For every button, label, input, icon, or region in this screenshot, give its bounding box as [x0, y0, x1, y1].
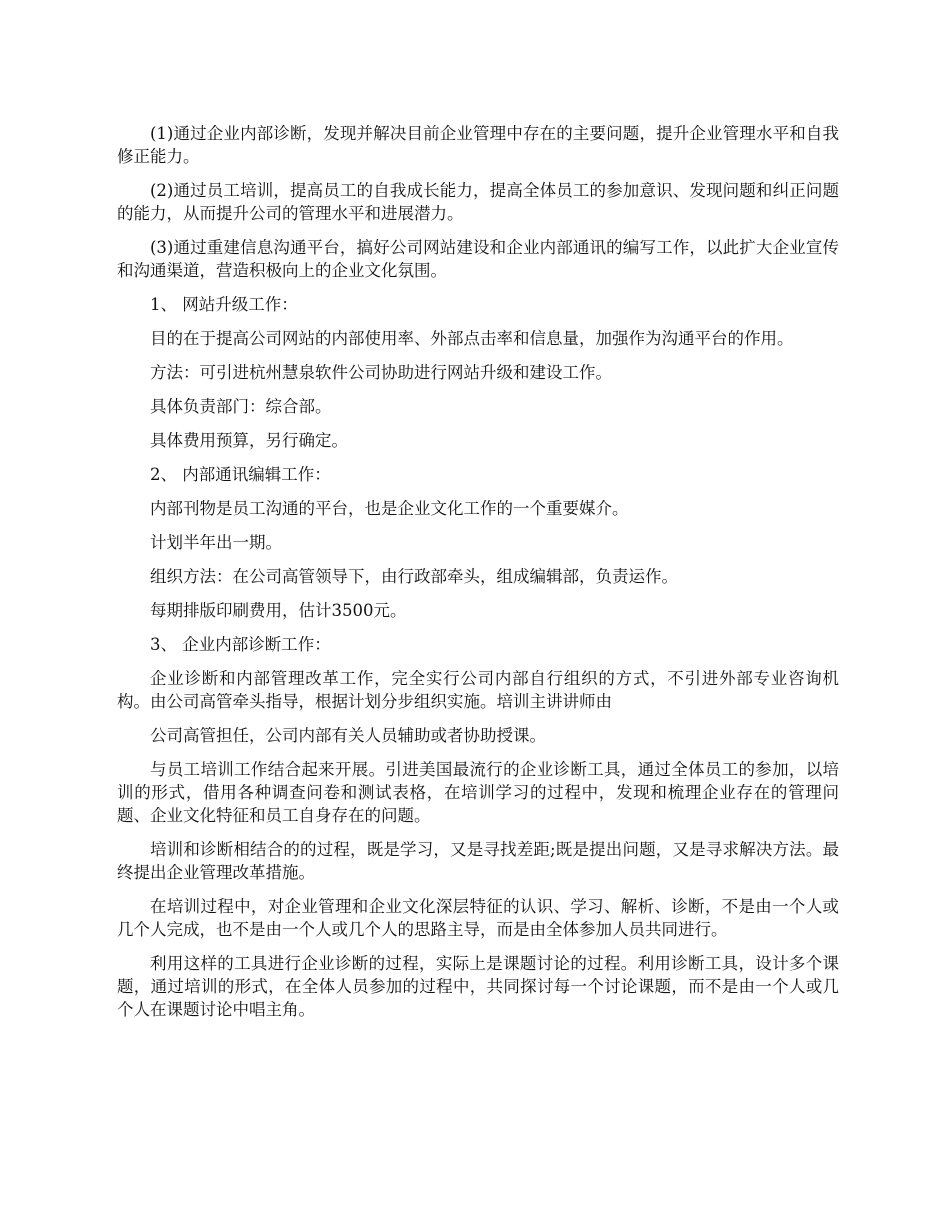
paragraph-website-purpose: 目的在于提高公司网站的内部使用率、外部点击率和信息量，加强作为沟通平台的作用。 — [150, 329, 794, 348]
document-body — [117, 122, 839, 1032]
paragraph-website-department: 具体负责部门：综合部。 — [150, 397, 332, 416]
paragraph-newsletter-platform: 内部刊物是员工沟通的平台，也是企业文化工作的一个重要媒介。 — [150, 499, 629, 518]
section-heading-website: 1、 网站升级工作： — [150, 295, 298, 314]
paragraph-diagnosis-discussion: 利用这样的工具进行企业诊断的过程，实际上是课题讨论的过程。利用诊断工具，设计多个课题，通过培训的形式，在全体人员参加的过程中，共同探讨每一个讨论课题，而不是由一个人或几个人在课题讨论中唱主角。 — [117, 954, 839, 1019]
paragraph-website-method: 方法：可引进杭州慧泉软件公司协助进行网站升级和建设工作。 — [150, 363, 612, 382]
section-heading-newsletter: 2、 内部通讯编辑工作： — [150, 465, 331, 484]
paragraph-goal-3: (3)通过重建信息沟通平台，搞好公司网站建设和企业内部通讯的编写工作，以此扩大企业宣传和沟通渠道，营造积极向上的企业文化氛围。 — [117, 238, 839, 280]
paragraph-newsletter-frequency: 计划半年出一期。 — [150, 533, 282, 552]
paragraph-diagnosis-participation: 在培训过程中，对企业管理和企业文化深层特征的认识、学习、解析、诊断，不是由一个人或几个人完成，也不是由一个人或几个人的思路主导，而是由全体参加人员共同进行。 — [117, 897, 839, 939]
paragraph-diagnosis-lecturers: 公司高管担任，公司内部有关人员辅助或者协助授课。 — [150, 726, 546, 745]
paragraph-diagnosis-training: 与员工培训工作结合起来开展。引进美国最流行的企业诊断工具，通过全体员工的参加，以培训的形式，借用各种调查问卷和测试表格，在培训学习的过程中，发现和梳理企业存在的管理问题、企业文化特征和员工自身存在的问题。 — [117, 760, 839, 825]
paragraph-newsletter-organization: 组织方法：在公司高管领导下，由行政部牵头，组成编辑部，负责运作。 — [150, 567, 678, 586]
section-heading-diagnosis: 3、 企业内部诊断工作： — [150, 635, 331, 654]
paragraph-diagnosis-approach: 企业诊断和内部管理改革工作，完全实行公司内部自行组织的方式，不引进外部专业咨询机构。由公司高管牵头指导，根据计划分步组织实施。培训主讲讲师由 — [117, 669, 839, 711]
paragraph-goal-2: (2)通过员工培训，提高员工的自我成长能力，提高全体员工的参加意识、发现问题和纠正问题的能力，从而提升公司的管理水平和进展潜力。 — [117, 181, 839, 223]
paragraph-website-budget: 具体费用预算，另行确定。 — [150, 431, 348, 450]
paragraph-goal-1: (1)通过企业内部诊断，发现并解决目前企业管理中存在的主要问题，提升企业管理水平和自我修正能力。 — [117, 124, 839, 166]
paragraph-diagnosis-process: 培训和诊断相结合的的过程，既是学习，又是寻找差距;既是提出问题，又是寻求解决方法。最终提出企业管理改革措施。 — [117, 840, 839, 882]
paragraph-newsletter-cost: 每期排版印刷费用，估计3500元。 — [150, 601, 407, 620]
